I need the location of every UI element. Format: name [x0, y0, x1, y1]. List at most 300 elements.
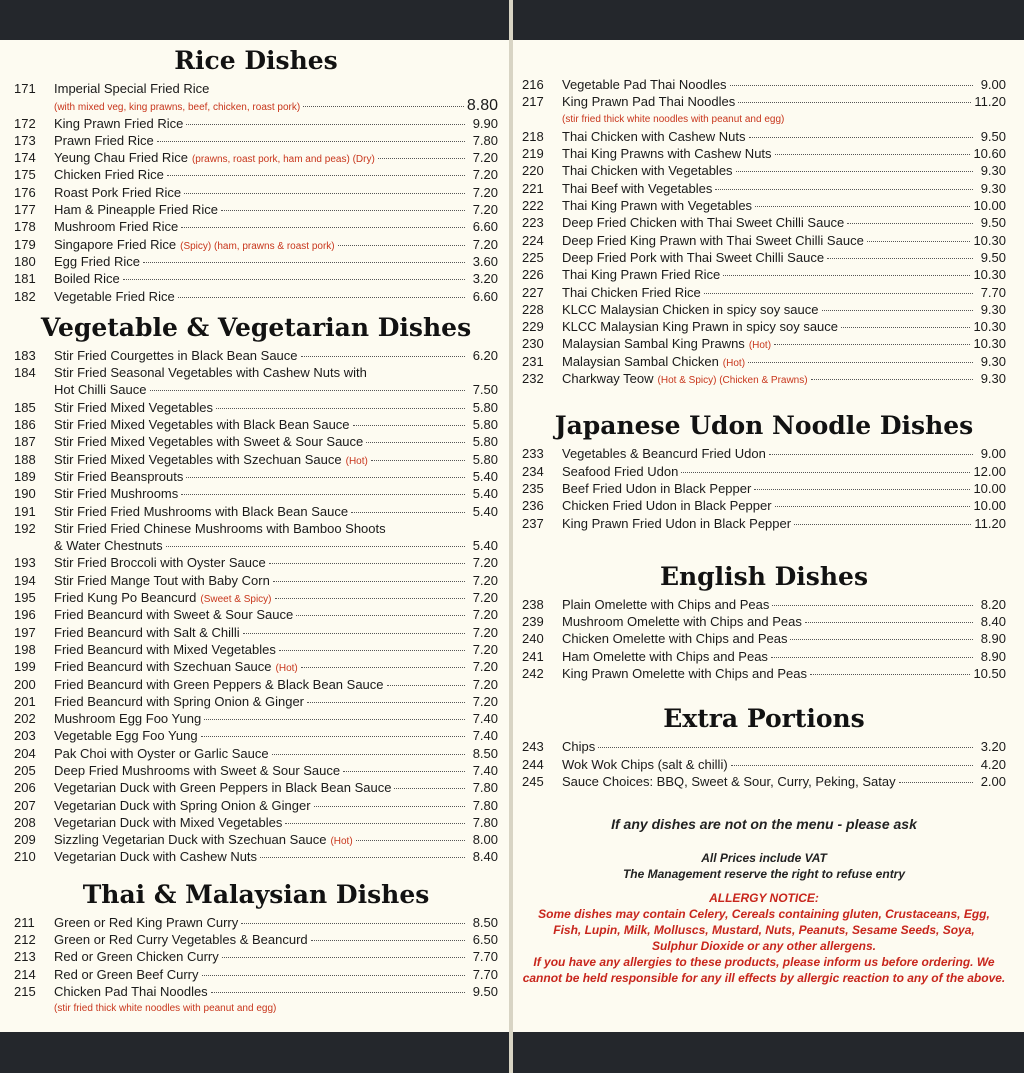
item-name: Mushroom Fried Rice: [54, 219, 179, 235]
item-name: Fried Beancurd with Green Peppers & Black Bean Sauce: [54, 676, 384, 692]
item-name: Vegetarian Duck with Spring Onion & Ginger: [54, 797, 311, 813]
item-price: 5.40: [472, 538, 498, 554]
dot-leader: [279, 649, 465, 651]
dot-leader: [166, 545, 465, 547]
item-name: Red or Green Beef Curry: [54, 966, 199, 982]
item-name: KLCC Malaysian Chicken in spicy soy sauce: [562, 301, 819, 317]
menu-item: [14, 520, 498, 537]
item-name: Red or Green Chicken Curry: [54, 949, 219, 965]
dot-leader: [754, 488, 970, 490]
dot-leader: [775, 153, 971, 155]
menu-item: [14, 572, 498, 589]
item-price: 9.30: [980, 301, 1006, 317]
item-price: 3.60: [472, 253, 498, 269]
item-number: 201: [14, 693, 36, 709]
dot-leader: [269, 562, 465, 564]
item-price: 9.50: [980, 215, 1006, 231]
item-price: 5.40: [472, 486, 498, 502]
item-price: 7.40: [472, 728, 498, 744]
item-name: Egg Fried Rice: [54, 253, 140, 269]
menu-item: [522, 497, 1006, 514]
menu-item: [14, 727, 498, 744]
dot-leader: [598, 746, 973, 748]
dot-leader: [715, 188, 973, 190]
item-number: 181: [14, 271, 36, 287]
dot-leader: [681, 471, 970, 473]
item-number: 233: [522, 446, 544, 462]
menu-item: [522, 284, 1006, 301]
menu-item: [522, 145, 1006, 162]
item-number: 239: [522, 614, 544, 630]
dot-leader: [201, 735, 465, 737]
item-price: 9.50: [980, 249, 1006, 265]
dot-leader: [841, 326, 970, 328]
menu-item: [522, 232, 1006, 249]
menu-item: [14, 503, 498, 520]
menu-section: [14, 880, 498, 1018]
menu-item: [14, 931, 498, 948]
item-name: Thai King Prawns with Cashew Nuts: [562, 146, 772, 162]
menu-item: [522, 738, 1006, 755]
dot-leader: [771, 656, 973, 658]
menu-item: [522, 463, 1006, 480]
allergy-title: ALLERGY NOTICE:: [709, 891, 819, 906]
item-number: 198: [14, 641, 36, 657]
item-price: 9.00: [980, 77, 1006, 92]
item-note: (Hot): [345, 455, 368, 467]
item-number: 212: [14, 932, 36, 948]
item-number: 219: [522, 146, 544, 162]
dot-leader: [260, 856, 465, 858]
menu-item: [14, 218, 498, 235]
dot-leader: [378, 157, 465, 159]
menu-item: [14, 589, 498, 606]
dot-leader: [186, 123, 465, 125]
item-number: 228: [522, 301, 544, 317]
item-price: 7.20: [472, 659, 498, 675]
menu-item: [522, 335, 1006, 352]
item-name: Boiled Rice: [54, 271, 120, 287]
item-price: 6.50: [472, 932, 498, 948]
item-name: Stir Fried Fried Chinese Mushrooms with Bamboo Shoots: [54, 520, 386, 536]
item-price: 9.50: [472, 983, 498, 999]
dot-leader: [805, 621, 973, 623]
menu-item: [522, 648, 1006, 665]
item-number: 211: [14, 914, 35, 930]
menu-item: [14, 797, 498, 814]
item-number: 238: [522, 596, 544, 612]
dot-leader: [186, 476, 465, 478]
item-number: 206: [14, 780, 36, 796]
item-name: Yeung Chau Fried Rice: [54, 150, 188, 166]
dot-leader: [301, 355, 465, 357]
section-heading: Thai & Malaysian Dishes: [82, 879, 430, 909]
menu-section: [14, 313, 498, 866]
item-number: 221: [522, 180, 544, 196]
item-name: Stir Fried Mushrooms: [54, 486, 179, 502]
menu-item: [14, 948, 498, 965]
item-number: 240: [522, 631, 544, 647]
item-number: 213: [14, 949, 36, 965]
item-note: (Hot): [722, 357, 746, 369]
dot-leader: [730, 84, 973, 86]
menu-item: [14, 451, 498, 468]
item-price: 7.20: [472, 150, 498, 166]
dot-leader: [202, 974, 465, 976]
dot-leader: [749, 136, 973, 138]
item-price: 3.20: [980, 739, 1006, 755]
item-price: 9.90: [472, 115, 498, 131]
item-number: 178: [14, 219, 36, 235]
item-name: Hot Chilli Sauce: [54, 382, 147, 398]
allergy-line: If you have any allergies to these products, please inform us before ordering. We: [533, 955, 995, 970]
dot-leader: [794, 523, 971, 525]
dot-leader: [387, 684, 465, 686]
item-price: 9.30: [980, 180, 1006, 196]
dot-leader: [769, 453, 973, 455]
item-price: 7.80: [472, 132, 498, 148]
item-price: 12.00: [973, 463, 1006, 479]
item-number: 244: [522, 756, 544, 772]
menu-item: [522, 266, 1006, 283]
menu-item: [522, 197, 1006, 214]
item-price: 7.70: [472, 949, 498, 965]
item-name: Chicken Fried Rice: [54, 167, 164, 183]
item-price: 7.20: [472, 572, 498, 588]
menu-item: [522, 93, 1006, 110]
item-name: Prawn Fried Rice: [54, 132, 154, 148]
dot-leader: [847, 222, 973, 224]
management-note: The Management reserve the right to refuse entry: [622, 867, 906, 882]
menu-section: [522, 76, 1006, 387]
menu-item: [14, 606, 498, 623]
item-number: 195: [14, 590, 36, 606]
item-name: Green or Red Curry Vegetables & Beancurd: [54, 932, 308, 948]
item-number: 218: [522, 128, 544, 144]
item-name: Thai Chicken with Cashew Nuts: [562, 128, 746, 144]
dot-leader: [356, 839, 465, 841]
item-number: 215: [14, 983, 36, 999]
item-name: Vegetarian Duck with Cashew Nuts: [54, 849, 258, 865]
item-name: Plain Omelette with Chips and Peas: [562, 596, 770, 612]
dot-leader: [811, 378, 973, 380]
item-price: 7.20: [472, 624, 498, 640]
dot-leader: [273, 580, 465, 582]
item-price: 4.20: [980, 756, 1006, 772]
item-number: 242: [522, 666, 544, 682]
menu-item: [522, 515, 1006, 532]
item-note: (Hot): [748, 340, 772, 352]
item-price: 10.50: [973, 666, 1006, 682]
item-note: (Hot): [330, 836, 353, 848]
item-name: Deep Fried Chicken with Thai Sweet Chilli Sauce: [562, 215, 845, 231]
section-heading: English Dishes: [659, 561, 869, 591]
menu-item: [14, 236, 498, 253]
item-number: 174: [14, 150, 36, 166]
dot-leader: [241, 922, 465, 924]
item-name: & Water Chestnuts: [54, 538, 163, 554]
menu-item: [522, 445, 1006, 462]
item-number: 245: [522, 773, 544, 789]
item-price: 7.50: [472, 382, 498, 398]
item-name: Wok Wok Chips (salt & chilli): [562, 756, 728, 772]
menu-item: [14, 914, 498, 931]
menu-item: [14, 416, 498, 433]
item-name: Stir Fried Mixed Vegetables with Sweet & Sour Sauce: [54, 434, 364, 450]
dot-leader: [150, 389, 466, 391]
dot-leader: [353, 424, 465, 426]
allergy-line: Some dishes may contain Celery, Cereals containing gluten, Crustaceans, Egg,: [538, 907, 990, 922]
dot-leader: [755, 205, 970, 207]
menu-item: [14, 433, 498, 450]
item-number: 200: [14, 676, 36, 692]
menu-item: [14, 80, 498, 97]
item-number: 177: [14, 202, 36, 218]
item-price: 8.50: [472, 914, 498, 930]
dot-leader: [371, 459, 465, 461]
item-continuation: [14, 381, 498, 398]
dot-leader: [790, 638, 973, 640]
item-name: Deep Fried Mushrooms with Sweet & Sour Sauce: [54, 762, 341, 778]
item-number: 217: [522, 94, 544, 110]
item-price: 7.20: [472, 555, 498, 571]
dot-leader: [272, 753, 465, 755]
dot-leader: [775, 505, 971, 507]
item-number: 175: [14, 167, 36, 183]
menu-item: [14, 624, 498, 641]
item-number: 234: [522, 463, 544, 479]
item-name: Stir Fried Seasonal Vegetables with Cashew Nuts with: [54, 365, 367, 381]
dot-leader: [366, 441, 465, 443]
menu-item: [14, 779, 498, 796]
item-price: 8.50: [472, 745, 498, 761]
item-name: Thai King Prawn Fried Rice: [562, 267, 721, 283]
menu-item: [14, 966, 498, 983]
item-price: 5.80: [472, 434, 498, 450]
dot-leader: [748, 361, 973, 363]
item-name: Deep Fried Pork with Thai Sweet Chilli Sauce: [562, 249, 825, 265]
item-name: Charkway Teow: [562, 371, 654, 387]
item-name: King Prawn Pad Thai Noodles: [562, 94, 736, 110]
item-price: 10.30: [973, 319, 1006, 335]
item-price: 10.30: [973, 336, 1006, 352]
item-price: 8.20: [980, 596, 1006, 612]
menu-item: [14, 848, 498, 865]
item-name: Fried Kung Po Beancurd: [54, 590, 197, 606]
dot-leader: [285, 822, 465, 824]
menu-item: [14, 201, 498, 218]
item-name: King Prawn Fried Rice: [54, 115, 184, 131]
item-number: 182: [14, 288, 36, 304]
item-number: 235: [522, 480, 544, 496]
menu-item: [522, 613, 1006, 630]
item-number: 187: [14, 434, 36, 450]
item-price: 7.20: [472, 202, 498, 218]
menu-column-left: [14, 46, 498, 1018]
item-note: (prawns, roast pork, ham and peas) (Dry): [191, 154, 375, 166]
dot-leader: [774, 343, 970, 345]
item-number: 224: [522, 232, 544, 248]
menu-item: [522, 370, 1006, 387]
item-number: 197: [14, 624, 36, 640]
item-name: Fried Beancurd with Mixed Vegetables: [54, 641, 276, 657]
item-price: 10.60: [973, 146, 1006, 162]
item-name: Malaysian Sambal King Prawns: [562, 336, 745, 352]
item-name: Sauce Choices: BBQ, Sweet & Sour, Curry, Peking, Satay: [562, 773, 896, 789]
item-number: 209: [14, 832, 36, 848]
item-price: 10.00: [973, 198, 1006, 214]
dot-leader: [311, 939, 465, 941]
menu-item: [14, 554, 498, 571]
item-price: 10.30: [973, 267, 1006, 283]
menu-item: [522, 353, 1006, 370]
dot-leader: [736, 170, 973, 172]
item-note: (stir fried thick white noodles with peanut and egg): [562, 113, 785, 125]
item-number: 171: [14, 81, 36, 96]
item-name: Ham & Pineapple Fried Rice: [54, 202, 219, 218]
item-number: 172: [14, 115, 36, 131]
item-name: Thai Chicken Fried Rice: [562, 284, 701, 300]
menu-item: [14, 641, 498, 658]
item-name: Mushroom Egg Foo Yung: [54, 711, 202, 727]
item-name: Chicken Pad Thai Noodles: [54, 983, 208, 999]
item-name: Roast Pork Fried Rice: [54, 184, 182, 200]
item-price: 8.40: [980, 614, 1006, 630]
item-name: Vegetable Pad Thai Noodles: [562, 77, 727, 92]
item-price: 5.80: [472, 399, 498, 415]
dot-leader: [221, 209, 465, 211]
item-note: (Sweet & Spicy): [200, 594, 272, 606]
item-number: 186: [14, 417, 36, 433]
item-price: 8.90: [980, 648, 1006, 664]
menu-item: [14, 288, 498, 305]
menu-item: [14, 485, 498, 502]
dot-leader: [216, 407, 465, 409]
item-price: 7.80: [472, 814, 498, 830]
dot-leader: [275, 597, 465, 599]
item-price: 7.40: [472, 711, 498, 727]
menu-item: [522, 318, 1006, 335]
item-number: 220: [522, 163, 544, 179]
item-number: 243: [522, 739, 544, 755]
item-name: Stir Fried Fried Mushrooms with Black Bean Sauce: [54, 503, 349, 519]
dot-leader: [307, 701, 465, 703]
dot-leader: [822, 309, 974, 311]
dot-leader: [204, 718, 465, 720]
item-number: 214: [14, 966, 36, 982]
dot-leader: [738, 101, 971, 103]
dot-leader: [243, 632, 465, 634]
menu-item: [522, 162, 1006, 179]
menu-item: [522, 665, 1006, 682]
item-price: 7.20: [472, 236, 498, 252]
item-number: 173: [14, 132, 36, 148]
item-number: 185: [14, 399, 36, 415]
item-number: 196: [14, 607, 36, 623]
item-price: 7.20: [472, 184, 498, 200]
item-price: 5.80: [472, 417, 498, 433]
menu-item: [522, 249, 1006, 266]
item-price: 11.20: [974, 515, 1006, 531]
menu-item: [14, 676, 498, 693]
allergy-line: Sulphur Dioxide or any other allergens.: [651, 939, 877, 954]
menu-item: [14, 399, 498, 416]
item-name: Thai King Prawn with Vegetables: [562, 198, 753, 214]
dot-leader: [899, 781, 973, 783]
item-price: 7.70: [980, 284, 1006, 300]
menu-item: [14, 347, 498, 364]
dot-leader: [143, 261, 465, 263]
dot-leader: [827, 257, 973, 259]
item-name: Imperial Special Fried Rice: [54, 81, 210, 96]
menu-item: [522, 301, 1006, 318]
item-price: 5.80: [472, 451, 498, 467]
dot-leader: [314, 805, 465, 807]
menu-item: [522, 128, 1006, 145]
item-price: 9.30: [980, 353, 1006, 369]
item-note: (Hot): [275, 663, 298, 675]
dot-leader: [810, 673, 970, 675]
menu-section: [14, 46, 498, 305]
item-price: 10.30: [973, 232, 1006, 248]
item-name: Stir Fried Beansprouts: [54, 468, 184, 484]
dot-leader: [303, 105, 464, 107]
item-number: 208: [14, 814, 36, 830]
menu-item: [14, 184, 498, 201]
item-number: 179: [14, 236, 36, 252]
item-price: 7.70: [472, 966, 498, 982]
item-name: Chicken Omelette with Chips and Peas: [562, 631, 788, 647]
item-name: King Prawn Omelette with Chips and Peas: [562, 666, 807, 682]
item-number: 210: [14, 849, 36, 865]
item-price: 7.20: [472, 693, 498, 709]
item-name: Green or Red King Prawn Curry: [54, 914, 239, 930]
item-number: 184: [14, 365, 36, 381]
item-name: Thai Chicken with Vegetables: [562, 163, 733, 179]
item-continuation: [14, 537, 498, 554]
item-name: Pak Choi with Oyster or Garlic Sauce: [54, 745, 269, 761]
item-number: 207: [14, 797, 36, 813]
item-price: 11.20: [974, 94, 1006, 110]
allergy-line: Fish, Lupin, Milk, Molluscs, Mustard, Nuts, Peanuts, Sesame Seeds, Soya,: [553, 923, 975, 938]
dot-leader: [167, 174, 465, 176]
menu-item: [14, 132, 498, 149]
menu-item: [522, 773, 1006, 790]
item-description: [522, 111, 1006, 128]
item-price: 8.40: [472, 849, 498, 865]
item-number: 202: [14, 711, 36, 727]
menu-item: [14, 762, 498, 779]
dot-leader: [394, 787, 465, 789]
menu-item: [522, 180, 1006, 197]
item-name: Chips: [562, 739, 596, 755]
item-name: Fried Beancurd with Sweet & Sour Sauce: [54, 607, 294, 623]
item-price: 7.20: [472, 590, 498, 606]
item-number: 222: [522, 198, 544, 214]
menu-item: [14, 710, 498, 727]
item-number: 203: [14, 728, 36, 744]
menu-section: [522, 411, 1006, 531]
item-name: Fried Beancurd with Salt & Chilli: [54, 624, 240, 640]
item-name: Ham Omelette with Chips and Peas: [562, 648, 768, 664]
vat-note: All Prices include VAT: [701, 851, 827, 866]
item-number: 216: [522, 77, 544, 92]
item-note: (Spicy) (ham, prawns & roast pork): [180, 240, 335, 252]
item-price: 5.40: [472, 468, 498, 484]
dot-leader: [772, 604, 973, 606]
item-number: 199: [14, 659, 36, 675]
item-name: Seafood Fried Udon: [562, 463, 679, 479]
